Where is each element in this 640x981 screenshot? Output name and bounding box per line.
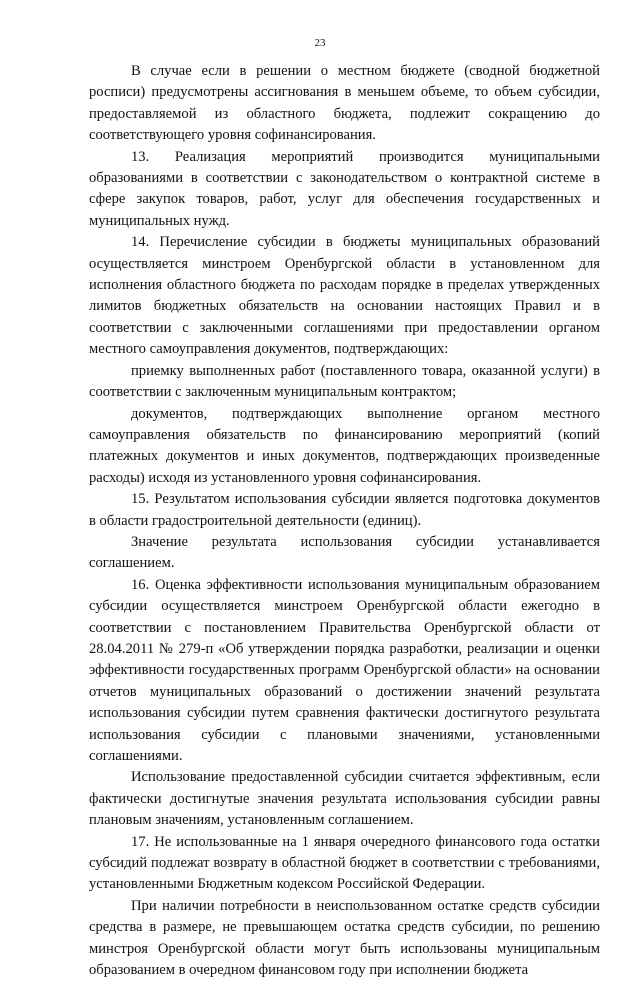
- document-body: [89, 61, 600, 981]
- paragraph-reduced-budget: В случае если в решении о местном бюджете (сводной бюджетной росписи) предусмотрены ассигнования в меньшем объеме, то объем субсидии, предоставляемой из областного бюджета, подлежит сокращению до соответствующего уровня софинансирования.: [89, 63, 600, 144]
- paragraph-result-value: Значение результата использования субсидии устанавливается соглашением.: [89, 533, 600, 572]
- paragraph-work-acceptance: приемку выполненных работ (поставленного товара, оказанной услуги) в соответствии с заключенным муниципальным контрактом;: [89, 362, 600, 401]
- paragraph-effectiveness: Использование предоставленной субсидии считается эффективным, если фактически достигнутые значения результата использования субсидии равны плановым значениям, установленным соглашением.: [89, 769, 600, 829]
- paragraph-documents: документов, подтверждающих выполнение органом местного самоуправления обязательств по финансированию мероприятий (копий платежных документов и иных документов, подтверждающих произведенные расходы) исходя из установленного уровня софинансирования.: [89, 405, 600, 486]
- paragraph-17-unused-balances: 17. Не использованные на 1 января очередного финансового года остатки субсидий подлежат возврату в областной бюджет в соответствии с требованиями, установленными Бюджетным кодексом Российской Федерации.: [89, 833, 600, 893]
- paragraph-15-result: 15. Результатом использования субсидии является подготовка документов в области градостроительной деятельности (единиц).: [89, 491, 600, 529]
- page-number: 23: [314, 37, 326, 49]
- paragraph-16-evaluation: 16. Оценка эффективности использования муниципальным образованием субсидии осуществляется минстроем Оренбургской области ежегодно в соответствии с постановлением Правительства Оренбургской области от 28.04.2011 № 279-п «Об утверждении порядка разработки, реализации и оценки эффективности государственных программ Оренбургской области» на основании отчетов муниципальных образований о достижении значений результата использования субсидии путем сравнения фактически достигнутого результата использования субсидии с плановыми значениями, установленными соглашениями.: [89, 576, 600, 764]
- paragraph-14-transfer: 14. Перечисление субсидии в бюджеты муниципальных образований осуществляется минстроем Оренбургской области в установленном для исполнения областного бюджета по расходам порядке в пределах утвержденных лимитов бюджетных обязательств на основании настоящих Правил и в соответствии с заключенными соглашениями при предоставлении органом местного самоуправления документов, подтверждающих:: [89, 234, 600, 358]
- paragraph-remaining-funds: При наличии потребности в неиспользованном остатке средств субсидии средства в размере, не превышающем остатка средств субсидии, по решению минстроя Оренбургской области могут быть использованы муниципальным образованием в очередном финансовом году при исполнении бюджета: [89, 897, 600, 979]
- paragraph-13-implementation: 13. Реализация мероприятий производится муниципальными образованиями в соответствии с законодательством о контрактной системе в сфере закупок товаров, работ, услуг для обеспечения государственных и муниципальных нужд.: [89, 148, 600, 229]
